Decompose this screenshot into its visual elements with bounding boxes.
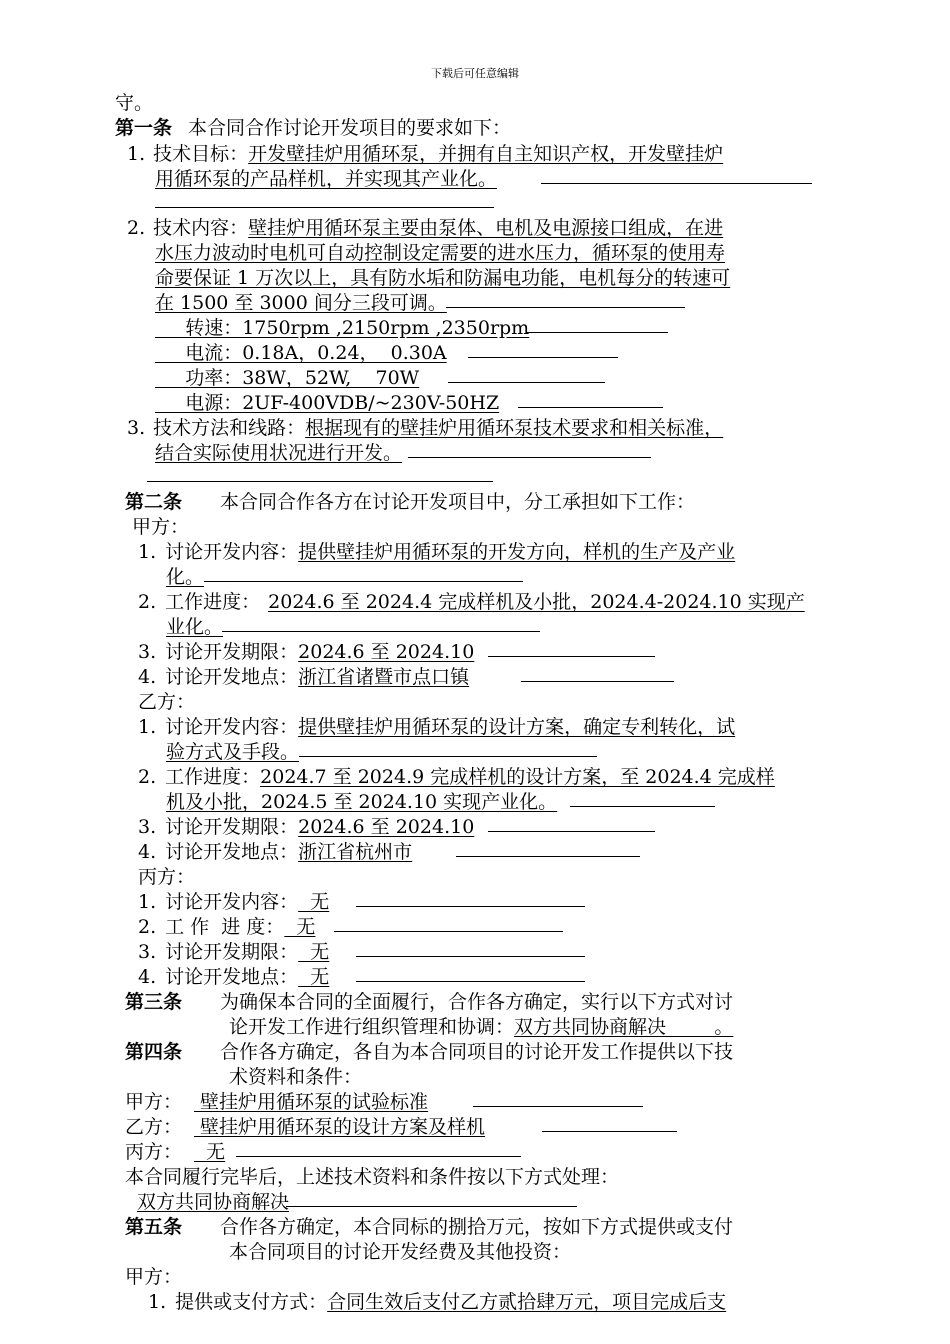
list-item: 3. 讨论开发期限：2024.6 至 2024.10 (138, 816, 475, 838)
text-line: 术资料和条件： (229, 1066, 363, 1088)
list-item: 2. 工作进度：2024.7 至 2024.9 完成样机的设计方案，至 2024.4 完成样 (138, 766, 775, 788)
list-item: 1. 讨论开发内容： 无 (138, 891, 330, 913)
list-item: 4. 讨论开发地点：浙江省诸暨市点口镇 (138, 666, 470, 688)
list-item: 3. 技术方法和线路：根据现有的壁挂炉用循环泵技术要求和相关标准， (127, 417, 724, 439)
underlined-value: 无 (194, 1141, 226, 1163)
underline-rule (446, 307, 685, 308)
underline-rule (286, 1206, 577, 1207)
party-label: 丙方： (138, 866, 196, 888)
underline-rule (468, 357, 618, 358)
list-item: 3. 讨论开发期限：2024.6 至 2024.10 (138, 641, 475, 663)
underline-rule (518, 407, 663, 408)
spec-power: 功率：38W，52W, 70W (155, 367, 420, 389)
article-text: 合作各方确定，各自为本合同项目的讨论开发工作提供以下技 (220, 1041, 734, 1063)
list-item: 2. 工 作 进 度： 无 (138, 916, 316, 938)
underlined-value: 浙江省杭州市 (298, 841, 413, 863)
party-resource: 丙方： 无 (125, 1141, 226, 1163)
article-label: 第三条 (125, 991, 183, 1013)
list-item: 4. 讨论开发地点：浙江省杭州市 (138, 841, 413, 863)
underline-rule (527, 332, 668, 333)
underlined-value: 结合实际使用状况进行开发。 (155, 442, 403, 464)
underlined-value: 无 (298, 891, 330, 913)
underlined-value: 无 (298, 966, 330, 988)
article-text: 合作各方确定，本合同标的捌拾万元，按如下方式提供或支付 (220, 1216, 734, 1238)
underlined-value: 双方共同协商解决 (137, 1191, 290, 1213)
underline-rule (299, 756, 597, 757)
underline-rule (155, 207, 494, 208)
spec-current: 电流：0.18A，0.24， 0.30A (155, 342, 447, 364)
underline-rule (204, 581, 523, 582)
party-label: 甲方： (132, 516, 190, 538)
list-item: 4. 讨论开发地点： 无 (138, 966, 330, 988)
underline-rule (521, 681, 674, 682)
party-resource: 乙方： 壁挂炉用循环泵的设计方案及样机 (125, 1116, 486, 1138)
underlined-value: 在 1500 至 3000 间分三段可调。 (155, 292, 447, 314)
underlined-value: 命要保证 1 万次以上，具有防水垢和防漏电功能，电机每分的转速可 (155, 267, 731, 289)
underline-rule (541, 183, 812, 184)
article-text: 本合同合作各方在讨论开发项目中，分工承担如下工作： (220, 491, 696, 513)
article-text: 为确保本合同的全面履行，合作各方确定，实行以下方式对讨 (220, 991, 734, 1013)
underline-rule (488, 831, 655, 832)
underlined-value: 壁挂炉用循环泵的设计方案及样机 (194, 1116, 486, 1138)
underline-rule (456, 856, 640, 857)
underline-rule (236, 1156, 521, 1157)
underline-rule (334, 931, 563, 932)
underline-rule (356, 981, 585, 982)
underlined-value: 壁挂炉用循环泵主要由泵体、电机及电源接口组成，在进 (248, 217, 724, 239)
list-item: 2. 工作进度： 2024.6 至 2024.4 完成样机及小批，2024.4-2024.10 实现产 (138, 591, 805, 613)
party-label: 乙方： (138, 691, 196, 713)
underlined-value: 浙江省诸暨市点口镇 (298, 666, 470, 688)
underlined-value: 2024.6 至 2024.10 (298, 816, 475, 838)
underlined-value: 无 (298, 941, 330, 963)
underlined-value: 2024.6 至 2024.10 (298, 641, 475, 663)
text-line: 守。 (115, 92, 154, 114)
underline-rule (473, 1106, 643, 1107)
underlined-value: 验方式及手段。 (166, 741, 300, 763)
article-3-heading (125, 990, 733, 1014)
spec-power-supply: 电源：2UF-400VDB/~230V-50HZ (155, 392, 500, 414)
underlined-value: 业化。 (166, 616, 224, 638)
spec-speed: 转速：1750rpm ,2150rpm ,2350rpm (155, 317, 530, 339)
article-label: 第四条 (125, 1041, 183, 1063)
underline-rule (222, 631, 540, 632)
underlined-value: 无 (284, 916, 316, 938)
article-5-heading (125, 1215, 733, 1239)
underline-rule (356, 956, 585, 957)
list-item: 1. 技术目标：开发壁挂炉用循环泵，并拥有自主知识产权，开发壁挂炉 (127, 143, 724, 165)
list-item: 1. 讨论开发内容：提供壁挂炉用循环泵的开发方向，样机的生产及产业 (138, 541, 736, 563)
underline-rule (570, 806, 715, 807)
text-line: 论开发工作进行组织管理和协调：双方共同协商解决 。 (229, 1016, 734, 1038)
list-item: 2. 技术内容：壁挂炉用循环泵主要由泵体、电机及电源接口组成，在进 (127, 217, 724, 239)
underline-rule (147, 481, 493, 482)
list-item: 1. 提供或支付方式：合同生效后支付乙方贰拾肆万元，项目完成后支 (148, 1291, 727, 1313)
text-line: 本合同项目的讨论开发经费及其他投资： (229, 1241, 572, 1263)
article-4-heading (125, 1040, 733, 1064)
underlined-value: 开发壁挂炉用循环泵，并拥有自主知识产权，开发壁挂炉 (248, 143, 724, 165)
underlined-value: 2024.7 至 2024.9 完成样机的设计方案，至 2024.4 完成样 (260, 766, 775, 788)
underlined-value: 机及小批，2024.5 至 2024.10 实现产业化。 (166, 791, 558, 813)
article-label: 第一条 (115, 117, 173, 139)
list-item: 3. 讨论开发期限： 无 (138, 941, 330, 963)
underlined-value: 水压力波动时电机可自动控制设定需要的进水压力，循环泵的使用寿 (155, 242, 726, 264)
underlined-value: 壁挂炉用循环泵的试验标准 (194, 1091, 429, 1113)
underlined-value: 根据现有的壁挂炉用循环泵技术要求和相关标准， (305, 417, 724, 439)
underlined-value: 提供壁挂炉用循环泵的设计方案，确定专利转化，试 (298, 716, 736, 738)
article-2-heading (125, 490, 695, 514)
underlined-value: 2024.6 至 2024.4 完成样机及小批，2024.4-2024.10 实现产 (268, 591, 805, 613)
underline-rule (408, 457, 651, 458)
text-line: 本合同履行完毕后，上述技术资料和条件按以下方式处理： (125, 1166, 620, 1188)
underlined-value: 化。 (166, 566, 205, 588)
article-label: 第五条 (125, 1216, 183, 1238)
article-label: 第二条 (125, 491, 183, 513)
page-header-note: 下载后可任意编辑 (431, 67, 519, 80)
article-text: 本合同合作讨论开发项目的要求如下： (188, 117, 512, 139)
underlined-value: 提供壁挂炉用循环泵的开发方向，样机的生产及产业 (298, 541, 736, 563)
underlined-value: 用循环泵的产品样机，并实现其产业化。 (155, 168, 498, 190)
underlined-value: 双方共同协商解决 。 (514, 1016, 734, 1038)
underline-rule (488, 656, 655, 657)
underline-rule (356, 906, 585, 907)
party-label: 甲方： (125, 1266, 183, 1288)
party-resource: 甲方： 壁挂炉用循环泵的试验标准 (125, 1091, 429, 1113)
underline-rule (542, 1131, 677, 1132)
underlined-value: 合同生效后支付乙方贰拾肆万元，项目完成后支 (327, 1291, 727, 1313)
underline-rule (448, 382, 605, 383)
article-1-heading (115, 116, 511, 140)
list-item: 1. 讨论开发内容：提供壁挂炉用循环泵的设计方案，确定专利转化，试 (138, 716, 736, 738)
